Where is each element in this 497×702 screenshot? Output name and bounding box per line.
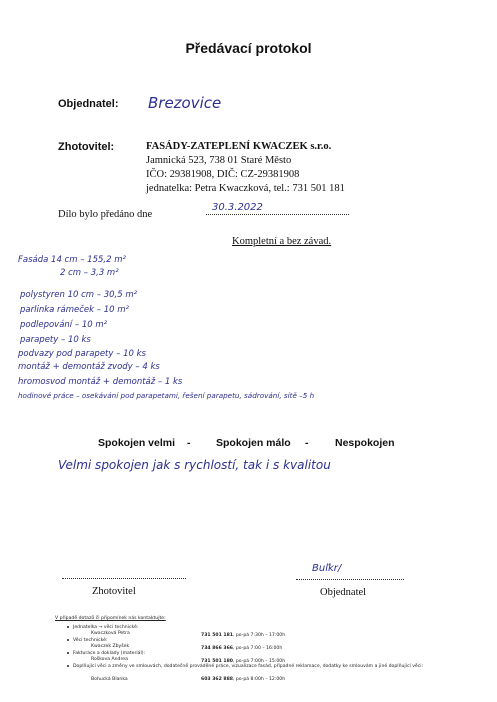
contact-role: Jednatelka → věci technické: (73, 625, 139, 630)
contractor-signature-line (62, 578, 186, 579)
work-item: 2 cm – 3,3 m² (60, 268, 119, 278)
contractor-address: Jamnická 523, 738 01 Staré Město (146, 155, 292, 166)
contact-hours: , po-pá 7:30h – 17:00h (232, 633, 286, 638)
contractor-label: Zhotovitel: (58, 141, 115, 153)
work-item: hromosvod montáž + demontáž – 1 ks (18, 377, 183, 387)
satisfaction-little: Spokojen málo (216, 437, 291, 449)
contact-phone: 731 501 180 (201, 659, 233, 664)
client-signature-label: Objednatel (320, 587, 367, 598)
client-signature-line (296, 579, 404, 580)
contact-name: Kwaczková Petra (91, 631, 130, 636)
result-text: Kompletní a bez závad. (232, 236, 332, 247)
ordering-party-label: Objednatel: (58, 98, 119, 110)
satisfaction-none: Nespokojen (335, 437, 395, 449)
contact-name: Kwaczek Zbyšek (91, 644, 130, 649)
ordering-party-value: Brezovice (148, 94, 222, 112)
satisfaction-comment: Velmi spokojen jak s rychlostí, tak i s kvalitou (58, 458, 331, 472)
contact-phone: 603 362 888 (201, 677, 233, 682)
satisfaction-very: Spokojen velmi (98, 437, 176, 449)
bullet-icon (67, 639, 69, 641)
contacts-heading: V případě dotazů či připomínek nás kontaktujte: (55, 616, 166, 621)
handover-label: Dílo bylo předáno dne (58, 209, 153, 220)
satisfaction-separator: - (187, 437, 191, 449)
contact-hours: , po-pá 7:00h – 15:00h (232, 659, 286, 664)
contact-name: Roškova Andrea (91, 657, 128, 662)
bullet-icon (67, 626, 69, 628)
contact-hours: , po-pá 8:00h – 12:00h (232, 677, 286, 682)
contractor-ids: IČO: 29381908, DIČ: CZ-29381908 (146, 169, 300, 180)
contact-hours: , po-pá 7:00 – 16:00h (232, 646, 283, 651)
bullet-icon (67, 665, 69, 667)
contact-phone: 731 501 181 (201, 633, 233, 638)
contractor-director: jednatelka: Petra Kwaczková, tel.: 731 501 181 (146, 183, 345, 194)
contact-role: Doplňující věci a změny ve smlouvách, dodatečně prováděné práce, vizualizace fasád, případné reklamace, dodatky ke smlouvám a jiné doplňující věci: (73, 664, 424, 669)
handover-date-line (206, 214, 349, 215)
handover-date: 30.3.2022 (212, 202, 263, 213)
satisfaction-separator: - (305, 437, 309, 449)
contact-role: Fakturace a doklady (materiál): (73, 651, 146, 656)
work-item: podlepování – 10 m² (20, 320, 108, 330)
contact-role: Věci technické: (73, 638, 108, 643)
document-title: Předávací protokol (185, 40, 312, 56)
work-item: Fasáda 14 cm – 155,2 m² (18, 255, 126, 265)
contractor-name: FASÁDY-ZATEPLENÍ KWACZEK s.r.o. (146, 141, 332, 152)
work-item: montáž + demontáž zvody – 4 ks (18, 362, 160, 372)
contractor-signature-label: Zhotovitel (92, 586, 136, 597)
work-item: hodinové práce – osekávání pod parapetami, řešení parapetu, sádrování, sítě –5 h (18, 391, 315, 400)
work-item: parapety – 10 ks (20, 335, 91, 345)
client-signature: Buľkr/ (312, 563, 342, 574)
contact-phone: 734 866 366 (201, 646, 233, 651)
bullet-icon (67, 652, 69, 654)
work-item: parlinka rámeček – 10 m² (20, 305, 129, 315)
contact-name: Bohucká Blanka (91, 677, 128, 682)
work-item: polystyren 10 cm – 30,5 m² (20, 290, 138, 300)
work-item: podvazy pod parapety – 10 ks (18, 349, 146, 359)
